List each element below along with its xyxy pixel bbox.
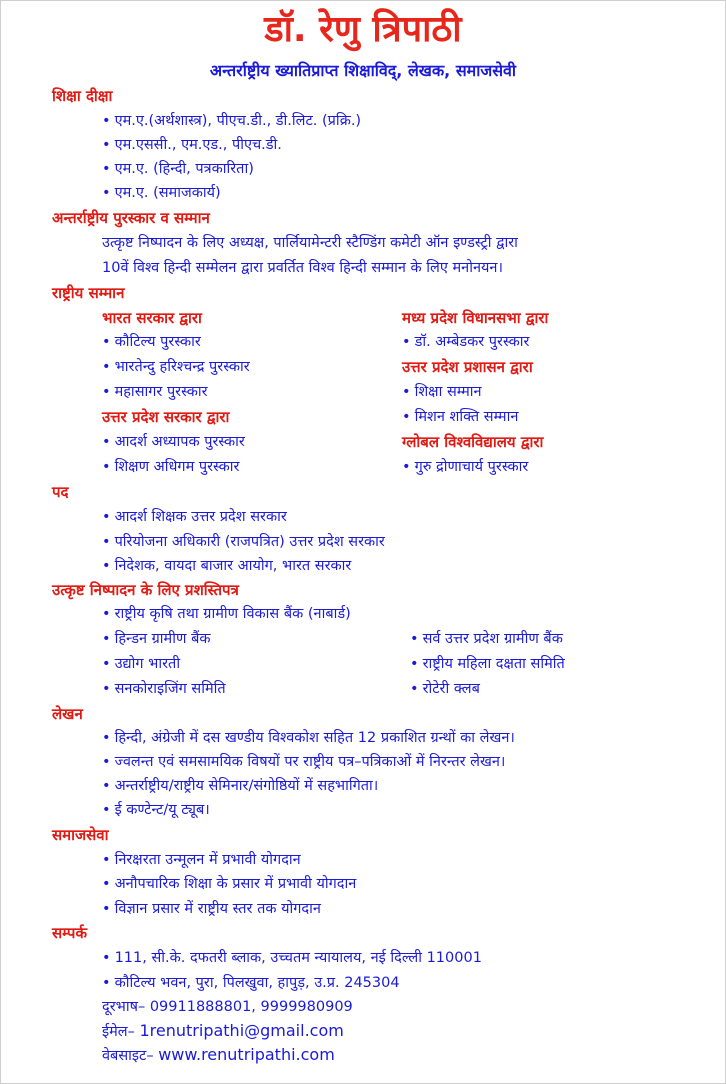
list-item: • एम.ए. (समाजकार्य)	[102, 185, 221, 201]
list-item: • एम.ए. (हिन्दी, पत्रकारिता)	[102, 161, 254, 177]
list-item: • मिशन शक्ति सम्मान	[402, 409, 519, 425]
subheading: उत्तर प्रदेश प्रशासन द्वारा	[402, 358, 533, 376]
list-item: • सनकोराइजिंग समिति	[102, 681, 226, 697]
list-item: • परियोजना अधिकारी (राजपत्रित) उत्तर प्रदेश सरकार	[102, 534, 385, 550]
list-item: • सर्व उत्तर प्रदेश ग्रामीण बैंक	[410, 631, 563, 647]
list-item: • राष्ट्रीय महिला दक्षता समिति	[410, 656, 565, 672]
phone-line: दूरभाष– 09911888801, 9999980909	[102, 999, 353, 1015]
list-item: • निरक्षरता उन्मूलन में प्रभावी योगदान	[102, 852, 301, 868]
tagline: अन्तर्राष्ट्रीय ख्यातिप्राप्त शिक्षाविद्, लेखक, समाजसेवी	[209, 61, 517, 80]
subheading: ग्लोबल विश्वविद्यालय द्वारा	[402, 433, 544, 451]
list-item: • निदेशक, वायदा बाजार आयोग, भारत सरकार	[102, 558, 352, 574]
list-item: • भारतेन्दु हरिश्चन्द्र पुरस्कार	[102, 359, 250, 375]
list-item: • विज्ञान प्रसार में राष्ट्रीय स्तर तक योगदान	[102, 901, 321, 917]
list-item: • शिक्षण अधिगम पुरस्कार	[102, 459, 240, 475]
list-item: • ज्वलन्त एवं समसामयिक विषयों पर राष्ट्रीय पत्र–पत्रिकाओं में निरन्तर लेखन।	[102, 754, 506, 770]
list-item: • आदर्श अध्यापक पुरस्कार	[102, 434, 245, 450]
list-item: • ई कण्टेन्ट/यू ट्यूब।	[102, 802, 210, 818]
address-line: • 111, सी.के. दफतरी ब्लाक, उच्चतम न्यायालय, नई दिल्ली 110001	[102, 950, 482, 966]
award-text-line: 10वें विश्व हिन्दी सम्मेलन द्वारा प्रवर्तित विश्व हिन्दी सम्मान के लिए मनोनयन।	[102, 260, 503, 276]
section-heading-contact: सम्पर्क	[52, 924, 87, 942]
list-item: • कौटिल्य पुरस्कार	[102, 334, 201, 350]
section-heading-writing: लेखन	[52, 705, 83, 723]
list-item: • हिन्दी, अंग्रेजी में दस खण्डीय विश्वकोश सहित 12 प्रकाशित ग्रन्थों का लेखन।	[102, 730, 515, 746]
section-heading-national-award: राष्ट्रीय सम्मान	[52, 284, 125, 302]
section-heading-posts: पद	[52, 483, 69, 501]
list-item: • गुरु द्रोणाचार्य पुरस्कार	[402, 459, 529, 475]
website-link[interactable]: www.renutripathi.com	[158, 1045, 335, 1064]
list-item: • अनौपचारिक शिक्षा के प्रसार में प्रभावी योगदान	[102, 876, 357, 892]
subheading: उत्तर प्रदेश सरकार द्वारा	[102, 408, 230, 426]
list-item: • राष्ट्रीय कृषि तथा ग्रामीण विकास बैंक (नाबार्ड)	[102, 606, 351, 622]
website-line: वेबसाइट– www.renutripathi.com	[102, 1045, 335, 1064]
list-item: • अन्तर्राष्ट्रीय/राष्ट्रीय सेमिनार/संगोष्ठियों में सहभागिता।	[102, 778, 379, 794]
list-item: • एम.एससी., एम.एड., पीएच.डी.	[102, 137, 282, 153]
page-title: डॉ. रेणु त्रिपाठी	[264, 9, 462, 50]
list-item: • आदर्श शिक्षक उत्तर प्रदेश सरकार	[102, 509, 287, 525]
award-text-line: उत्कृष्ट निष्पादन के लिए अध्यक्ष, पार्लियामेन्टरी स्टैण्डिंग कमेटी ऑन इण्डस्ट्री द्वारा	[102, 235, 518, 251]
email-line: ईमेल– 1renutripathi@gmail.com	[102, 1021, 344, 1040]
section-heading-education: शिक्षा दीक्षा	[52, 87, 113, 105]
list-item: • उद्योग भारती	[102, 656, 181, 672]
subheading: मध्य प्रदेश विधानसभा द्वारा	[402, 309, 549, 327]
list-item: • हिन्डन ग्रामीण बैंक	[102, 631, 211, 647]
subheading: भारत सरकार द्वारा	[102, 309, 202, 327]
section-heading-social-service: समाजसेवा	[52, 826, 109, 844]
section-heading-international-award: अन्तर्राष्ट्रीय पुरस्कार व सम्मान	[52, 209, 210, 227]
list-item: • रोटेरी क्लब	[410, 681, 480, 697]
address-line: • कौटिल्य भवन, पुरा, पिलखुवा, हापुड़, उ.प्र. 245304	[102, 975, 400, 991]
list-item: • एम.ए.(अर्थशास्त्र), पीएच.डी., डी.लिट. (प्रक्रि.)	[102, 113, 362, 129]
section-heading-commendation: उत्कृष्ट निष्पादन के लिए प्रशस्तिपत्र	[52, 581, 239, 599]
list-item: • महासागर पुरस्कार	[102, 384, 208, 400]
list-item: • डॉ. अम्बेडकर पुरस्कार	[402, 334, 530, 350]
list-item: • शिक्षा सम्मान	[402, 384, 482, 400]
email-link[interactable]: 1renutripathi@gmail.com	[139, 1021, 344, 1040]
